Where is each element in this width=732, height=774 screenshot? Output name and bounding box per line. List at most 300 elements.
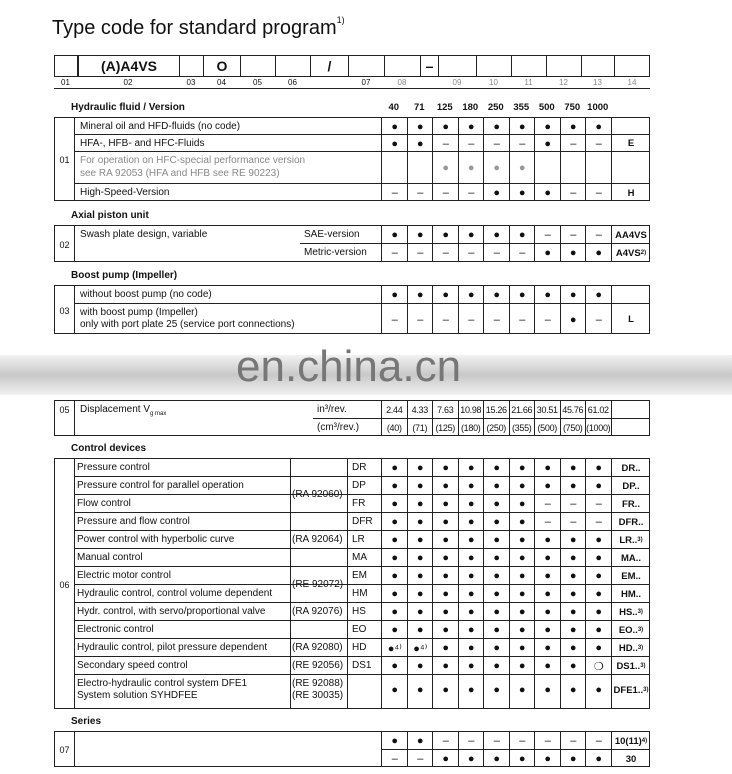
value-cell: ● (467, 660, 475, 672)
size-column-header: 750 (564, 102, 581, 113)
value-cell: ● (595, 534, 603, 546)
value-cell: ● (467, 684, 475, 696)
value-cell: – (468, 137, 475, 150)
value-cell: ● (569, 753, 577, 765)
value-cell: ● (595, 462, 603, 474)
value-cell: ● (569, 289, 577, 301)
divider (54, 88, 650, 89)
row-label: Manual control (77, 552, 143, 563)
value-cell: ● (493, 289, 501, 301)
type-code-text: DFR.. (618, 516, 644, 528)
value-cell: – (442, 247, 449, 259)
value-cell: ● (416, 289, 424, 301)
value-cell: – (417, 313, 424, 326)
value-cell: ● (467, 289, 475, 301)
section-heading-boost: Boost pump (Impeller) (71, 270, 178, 281)
grid-line (74, 118, 75, 200)
value-cell: ● (442, 588, 450, 600)
type-code-text: 30 (625, 753, 637, 765)
value-cell: ● (569, 120, 577, 133)
value-cell: ● (518, 660, 526, 672)
value-cell: ● (416, 735, 424, 747)
value-cell: – (391, 187, 398, 199)
value-cell: ● (391, 498, 399, 510)
value-cell: ● (569, 552, 577, 564)
value-cell: ● (442, 120, 450, 133)
value-cell: ● (416, 660, 424, 672)
value-cell: ● (595, 606, 603, 618)
control-abbreviation: MA (352, 552, 367, 563)
type-code-cell (611, 513, 651, 531)
row-label: Electronic control (77, 624, 154, 635)
value-cell: ● (442, 552, 450, 564)
value-cell: ● (544, 624, 552, 636)
code-box-10 (477, 56, 512, 77)
value-cell: ● (518, 498, 526, 510)
value-cell: – (391, 313, 398, 326)
value-cell: ● (467, 570, 475, 582)
row-label: Power control with hyperbolic curve (77, 534, 235, 545)
footnote-marker: 4) (641, 738, 648, 744)
value-cell: – (544, 516, 551, 528)
displacement-table (54, 400, 650, 436)
series-table (54, 731, 650, 767)
watermark-text: en.china.cn (236, 342, 462, 391)
row-label: Pressure and flow control (77, 516, 190, 527)
value-cell: – (493, 247, 500, 259)
type-code-cell (611, 657, 651, 675)
value-cell: ● (518, 516, 526, 528)
value-cell: ● (416, 462, 424, 474)
value-cell: ● (544, 187, 552, 199)
value-cell: ● (518, 642, 526, 654)
value-cell: ● (544, 534, 552, 546)
value-cell: ● (595, 588, 603, 600)
control-abbreviation: HD (352, 642, 367, 653)
value-cell: ● (595, 684, 603, 696)
ra-reference: (RA 92080) (292, 642, 343, 653)
type-code-cell (611, 459, 651, 477)
position-number: 06 (59, 579, 70, 590)
axial-table (54, 225, 650, 262)
size-column-header: 1000 (587, 102, 609, 113)
displacement-value: 45.76 (562, 405, 584, 415)
value-cell: ● (595, 120, 603, 133)
version-label: Metric-version (304, 247, 367, 258)
value-cell: ● (544, 588, 552, 600)
ra-reference: (RA 92076) (292, 606, 343, 617)
type-code-cell (611, 286, 651, 304)
displacement-value: 7.63 (437, 405, 454, 415)
type-code-cell (611, 603, 651, 621)
value-cell: ● (391, 624, 399, 636)
displacement-value: 30.51 (536, 405, 558, 415)
value-cell: ● (391, 660, 399, 672)
value-cell: ● (544, 247, 552, 259)
code-box-01 (55, 56, 78, 77)
value-cell: – (468, 735, 475, 747)
type-code-text: MA.. (620, 552, 642, 564)
type-code-cell (611, 639, 651, 657)
control-abbreviation: DFR (352, 516, 373, 527)
value-cell: ● (493, 162, 501, 174)
value-cell: ● (493, 684, 501, 696)
value-cell: ● (569, 480, 577, 492)
row-label: Electric motor control (77, 570, 171, 581)
value-cell: ● (391, 462, 399, 474)
code-box-08 (385, 56, 421, 77)
position-label: 11 (524, 78, 533, 87)
value-cell: ● (595, 753, 603, 765)
value-cell: – (442, 187, 449, 199)
code-box-12 (547, 56, 582, 77)
value-cell: ● (595, 570, 603, 582)
value-cell: ● (493, 229, 501, 241)
type-code-text: LR.. (619, 534, 638, 546)
value-cell: ● (544, 570, 552, 582)
value-cell: ● (493, 588, 501, 600)
value-cell: ●⁴⁾ (413, 642, 428, 655)
displacement-value-cm: (180) (460, 423, 481, 433)
position-number: 02 (59, 239, 70, 250)
value-cell: ● (493, 624, 501, 636)
position-label: 03 (186, 78, 196, 87)
type-code-cell (611, 118, 651, 135)
type-code-text: DR.. (621, 462, 641, 474)
type-code-cell (611, 152, 651, 184)
row-label: Hydr. control, with servo/proportional valve (77, 606, 266, 617)
value-cell: ● (544, 120, 552, 133)
type-code-text: 10(11) (614, 735, 642, 747)
value-cell (382, 152, 408, 184)
grid-line (74, 286, 75, 333)
value-cell: – (442, 313, 449, 326)
value-cell: ● (416, 137, 424, 150)
value-cell: ● (493, 480, 501, 492)
type-code-text: HD.. (618, 642, 638, 654)
row-label: For operation on HFC-special performance version (80, 155, 306, 166)
row-label: Flow control (77, 498, 131, 509)
value-cell: ● (569, 534, 577, 546)
value-cell: ● (467, 480, 475, 492)
value-cell: ● (391, 289, 399, 301)
value-cell: – (570, 229, 577, 241)
control-abbreviation: DR (352, 462, 367, 473)
value-cell: – (519, 137, 526, 150)
value-cell: ● (442, 498, 450, 510)
footnote-marker: 2) (640, 250, 647, 256)
value-cell: ● (416, 229, 424, 241)
value-cell: ● (518, 229, 526, 241)
section-heading-hydraulic: Hydraulic fluid / Version (71, 102, 185, 113)
value-cell (535, 152, 561, 184)
code-box-09 (439, 56, 477, 77)
displacement-value: 15.26 (485, 405, 507, 415)
displacement-value-cm: (71) (412, 423, 428, 433)
section-heading-control: Control devices (71, 443, 147, 454)
type-code-cell (611, 549, 651, 567)
type-code-cell (611, 304, 651, 335)
row-label: Pressure control (77, 462, 150, 473)
value-cell: ● (391, 552, 399, 564)
code-box-13 (582, 56, 615, 77)
code-box-11 (512, 56, 547, 77)
value-cell: – (417, 187, 424, 199)
value-cell: ● (391, 480, 399, 492)
value-cell: ●⁴⁾ (387, 642, 402, 655)
value-cell: ● (518, 534, 526, 546)
value-cell: ● (569, 570, 577, 582)
control-abbreviation: EO (352, 624, 367, 635)
control-abbreviation: HM (352, 588, 368, 599)
value-cell: – (570, 516, 577, 528)
type-code-strip (54, 55, 650, 77)
row-label: Hydraulic control, pilot pressure dependent (77, 642, 268, 653)
ra-reference: (RE 92056) (292, 660, 344, 671)
value-cell: ● (442, 684, 450, 696)
type-code-text: E (627, 138, 635, 149)
control-table (54, 458, 650, 709)
value-cell (561, 152, 587, 184)
ra-reference: (RE 92088) (292, 678, 344, 689)
value-cell: ● (569, 624, 577, 636)
value-cell: ● (544, 642, 552, 654)
section-heading-series: Series (71, 716, 102, 727)
type-code-text: H (627, 187, 635, 199)
type-code-cell (611, 621, 651, 639)
value-cell: – (595, 137, 602, 150)
type-code-cell (611, 184, 651, 202)
value-cell: ● (569, 606, 577, 618)
displacement-value: 10.98 (460, 405, 482, 415)
code-box-slash: / (311, 55, 349, 76)
position-label: 14 (627, 78, 637, 87)
size-column-header: 40 (388, 102, 400, 113)
value-cell: ● (569, 642, 577, 654)
code-box-05 (241, 56, 276, 77)
position-number: 07 (59, 745, 70, 755)
displacement-value-cm: (1000) (586, 423, 611, 433)
row-label: Hydraulic control, control volume dependent (77, 588, 273, 599)
displacement-value: 61.02 (587, 405, 609, 415)
type-code-cell (611, 495, 651, 513)
value-cell: ● (544, 462, 552, 474)
displacement-value-cm: (500) (537, 423, 557, 433)
unit-label: (cm³/rev.) (317, 422, 360, 433)
value-cell: ● (442, 606, 450, 618)
value-cell: ● (569, 313, 577, 326)
value-cell: ● (569, 247, 577, 259)
value-cell: ● (442, 462, 450, 474)
value-cell: ● (493, 516, 501, 528)
value-cell: – (595, 516, 602, 528)
value-cell: – (417, 753, 424, 765)
value-cell: ● (467, 753, 475, 765)
type-code-cell (611, 531, 651, 549)
size-header (380, 102, 610, 114)
type-code-text: HM.. (620, 588, 642, 600)
type-code-text: EM.. (621, 570, 641, 582)
row-label: Swash plate design, variable (80, 229, 208, 240)
value-cell: ● (569, 462, 577, 474)
type-code-text: HS.. (619, 606, 638, 618)
type-code-text: FR.. (622, 498, 640, 510)
value-cell: ● (467, 162, 475, 174)
value-cell: ● (493, 120, 501, 133)
displacement-value: 2.44 (386, 405, 403, 415)
value-cell: ● (391, 588, 399, 600)
value-cell: ● (544, 289, 552, 301)
row-label: High-Speed-Version (80, 187, 170, 198)
value-cell: – (570, 187, 577, 199)
size-column-header: 180 (462, 102, 479, 113)
value-cell: ● (391, 516, 399, 528)
value-cell (586, 152, 612, 184)
displacement-value: 4.33 (411, 405, 428, 415)
value-cell: ● (391, 606, 399, 618)
size-column-header: 250 (487, 102, 504, 113)
value-cell: ● (493, 660, 501, 672)
value-cell: ● (518, 462, 526, 474)
position-label: 10 (489, 78, 498, 87)
position-label: 02 (123, 78, 133, 87)
value-cell: ● (391, 684, 399, 696)
value-cell: ● (595, 289, 603, 301)
row-label: Secondary speed control (77, 660, 188, 671)
type-code-text: DS1.. (616, 660, 641, 672)
ra-reference (292, 489, 343, 501)
value-cell: – (442, 137, 449, 150)
value-cell: ● (416, 588, 424, 600)
type-code-text: DP.. (622, 480, 640, 492)
displacement-value-cm: (40) (386, 423, 402, 433)
value-cell: ● (518, 162, 526, 174)
type-code-cell (611, 135, 651, 152)
value-cell: – (493, 735, 500, 747)
value-cell: ● (416, 684, 424, 696)
value-cell: – (468, 313, 475, 326)
value-cell: ● (442, 660, 450, 672)
value-cell: ● (493, 753, 501, 765)
code-box-06 (276, 56, 311, 77)
value-cell: ● (442, 642, 450, 654)
value-cell: ● (391, 570, 399, 582)
value-cell: ● (442, 570, 450, 582)
type-code-text: EO.. (618, 624, 638, 636)
position-label: 07 (361, 78, 371, 87)
displacement-value-cm: (355) (511, 423, 532, 433)
version-label: SAE-version (304, 229, 360, 240)
ra-reference (292, 579, 343, 591)
size-column-header: 125 (436, 102, 453, 113)
position-number: 01 (59, 155, 70, 165)
footnote-marker: 3) (637, 537, 643, 543)
control-abbreviation: DS1 (352, 660, 372, 671)
value-cell: – (544, 498, 551, 510)
value-cell: ● (518, 570, 526, 582)
footnote-marker: 3) (640, 663, 646, 669)
value-cell: ● (467, 534, 475, 546)
page-title: Type code for standard program$^{1)}$ (52, 15, 345, 39)
code-box-07 (349, 56, 385, 77)
ra-reference: (RE 30035) (292, 690, 344, 701)
value-cell: – (417, 247, 424, 259)
value-cell: ● (595, 624, 603, 636)
grid-line (74, 732, 75, 766)
row-label: Pressure control for parallel operation (77, 480, 244, 491)
value-cell: – (544, 313, 551, 326)
type-code-cell (611, 226, 651, 244)
row-label: see RA 92053 (HFA and HFB see RE 90223) (80, 168, 280, 179)
value-cell: ● (416, 570, 424, 582)
value-cell: ● (493, 534, 501, 546)
value-cell: ● (391, 137, 399, 150)
type-code-cell (611, 732, 651, 750)
value-cell: ● (518, 624, 526, 636)
row-label: with boost pump (Impeller) (80, 307, 198, 318)
value-cell: ● (416, 498, 424, 510)
value-cell: ● (416, 516, 424, 528)
code-box-03 (180, 56, 204, 77)
value-cell: ● (467, 642, 475, 654)
value-cell: ● (595, 642, 603, 654)
row-label: Mineral oil and HFD-fluids (no code) (80, 121, 241, 132)
value-cell: ● (595, 247, 603, 259)
value-cell: ● (442, 516, 450, 528)
type-code-cell (611, 567, 651, 585)
size-column-header: 355 (513, 102, 530, 113)
position-label: 08 (397, 78, 407, 87)
value-cell: ● (518, 753, 526, 765)
code-box-04: O (204, 55, 241, 76)
value-cell: ● (467, 624, 475, 636)
value-cell: ● (391, 229, 399, 241)
value-cell: ● (467, 588, 475, 600)
footnote-marker: 3) (643, 687, 649, 693)
value-cell: ● (544, 684, 552, 696)
value-cell: – (468, 187, 475, 199)
value-cell: ● (442, 624, 450, 636)
type-code-text: DFE1.. (613, 684, 644, 696)
value-cell: – (519, 735, 526, 747)
value-cell (408, 152, 434, 184)
type-code-text: AA4VS (615, 229, 647, 241)
value-cell: ● (442, 480, 450, 492)
control-abbreviation: LR (352, 534, 365, 545)
value-cell: – (595, 313, 602, 326)
value-cell: ● (493, 187, 501, 199)
control-abbreviation: EM (352, 570, 367, 581)
value-cell: – (570, 498, 577, 510)
value-cell: ● (442, 753, 450, 765)
position-number: 03 (59, 305, 70, 316)
value-cell: ● (467, 552, 475, 564)
value-cell: ● (544, 552, 552, 564)
label-subscript: g max (150, 411, 167, 417)
value-cell: ● (391, 735, 399, 747)
position-label: 09 (452, 78, 462, 87)
value-cell: ● (391, 534, 399, 546)
value-cell: ● (416, 480, 424, 492)
value-cell: – (493, 313, 500, 326)
code-box-02: (A)A4VS (78, 55, 180, 76)
value-cell: – (595, 735, 602, 747)
value-cell: ● (544, 480, 552, 492)
value-cell: ● (442, 289, 450, 301)
value-cell: ● (493, 642, 501, 654)
value-cell: ● (391, 120, 399, 133)
footnote-marker: 3) (637, 627, 644, 633)
